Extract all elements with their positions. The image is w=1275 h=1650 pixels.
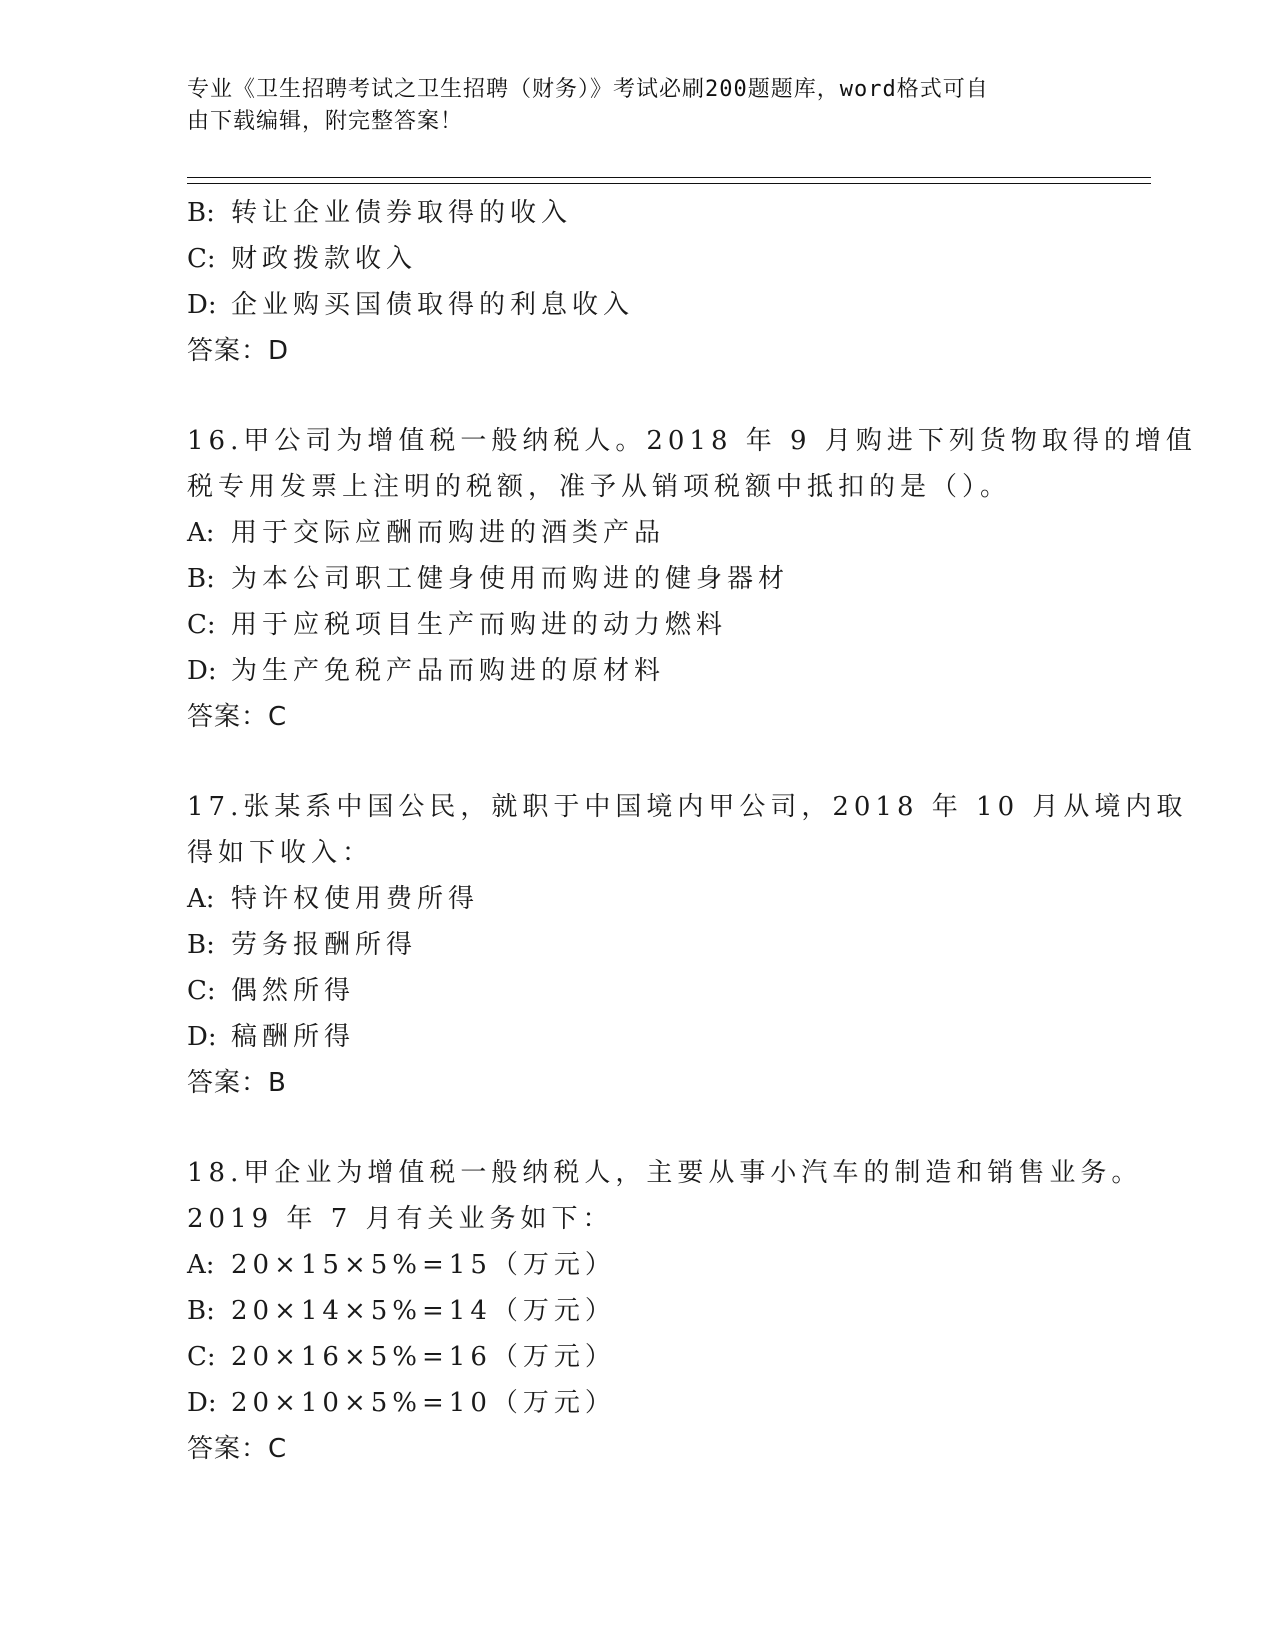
option-d bbox=[187, 282, 1087, 328]
option-key: A: bbox=[187, 1250, 215, 1280]
answer-line: 答案：D bbox=[187, 336, 290, 366]
option-key: B: bbox=[187, 930, 215, 960]
option-a bbox=[187, 1242, 1087, 1288]
option-key: D: bbox=[187, 1022, 217, 1052]
option-d bbox=[187, 1014, 1087, 1060]
option-text: 劳务报酬所得 bbox=[231, 930, 418, 960]
header-line-2: 由下载编辑，附完整答案！ bbox=[187, 109, 464, 134]
option-c bbox=[187, 602, 1087, 648]
option-key: A: bbox=[187, 884, 215, 914]
option-key: B: bbox=[187, 564, 215, 594]
option-a bbox=[187, 876, 1087, 922]
option-text: 转让企业债券取得的收入 bbox=[231, 198, 573, 228]
option-text: 用于应税项目生产而购进的动力燃料 bbox=[231, 610, 728, 640]
spacer bbox=[187, 1106, 1087, 1150]
question-stem-line: 税专用发票上注明的税额，准予从销项税额中抵扣的是（）。 bbox=[187, 472, 1012, 502]
option-text: 稿酬所得 bbox=[231, 1022, 356, 1052]
option-d bbox=[187, 648, 1087, 694]
option-key: B: bbox=[187, 198, 215, 228]
option-key: C: bbox=[187, 1342, 216, 1372]
option-key: D: bbox=[187, 656, 217, 686]
option-text: 20×15×5%=15（万元） bbox=[231, 1250, 616, 1280]
question-block-prev bbox=[187, 190, 1087, 374]
question-stem-line: 16.甲公司为增值税一般纳税人。2018 年 9 月购进下列货物取得的增值 bbox=[187, 426, 1197, 456]
option-text: 为生产免税产品而购进的原材料 bbox=[231, 656, 666, 686]
option-b bbox=[187, 190, 1087, 236]
option-key: A: bbox=[187, 518, 215, 548]
question-list bbox=[187, 190, 1197, 1472]
question-block-17 bbox=[187, 784, 1188, 1106]
option-text: 企业购买国债取得的利息收入 bbox=[231, 290, 635, 320]
option-c bbox=[187, 236, 1087, 282]
option-c bbox=[187, 1334, 1087, 1380]
option-b bbox=[187, 922, 1087, 968]
question-block-18 bbox=[187, 1150, 1143, 1472]
question-block-16 bbox=[187, 418, 1197, 740]
option-text: 特许权使用费所得 bbox=[231, 884, 480, 914]
option-c bbox=[187, 968, 1087, 1014]
option-text: 用于交际应酬而购进的酒类产品 bbox=[231, 518, 666, 548]
header-divider-top bbox=[187, 177, 1151, 178]
question-stem-line: 18.甲企业为增值税一般纳税人，主要从事小汽车的制造和销售业务。 bbox=[187, 1158, 1143, 1188]
option-key: D: bbox=[187, 1388, 217, 1418]
option-b bbox=[187, 556, 1087, 602]
option-text: 20×10×5%=10（万元） bbox=[231, 1388, 616, 1418]
page-header bbox=[187, 74, 1077, 138]
option-text: 20×16×5%=16（万元） bbox=[231, 1342, 616, 1372]
answer-line: 答案：C bbox=[187, 702, 288, 732]
spacer bbox=[187, 740, 1087, 784]
option-key: C: bbox=[187, 244, 216, 274]
option-key: B: bbox=[187, 1296, 215, 1326]
option-key: C: bbox=[187, 610, 216, 640]
option-d bbox=[187, 1380, 1087, 1426]
answer-line: 答案：C bbox=[187, 1434, 288, 1464]
spacer bbox=[187, 374, 1087, 418]
question-stem-line: 2019 年 7 月有关业务如下： bbox=[187, 1204, 614, 1234]
option-text: 偶然所得 bbox=[231, 976, 356, 1006]
option-text: 财政拨款收入 bbox=[231, 244, 418, 274]
option-a bbox=[187, 510, 1087, 556]
option-b bbox=[187, 1288, 1087, 1334]
option-key: D: bbox=[187, 290, 217, 320]
header-divider-bottom bbox=[187, 183, 1151, 184]
question-stem-line: 17.张某系中国公民，就职于中国境内甲公司，2018 年 10 月从境内取 bbox=[187, 792, 1188, 822]
answer-line: 答案：B bbox=[187, 1068, 287, 1098]
option-text: 20×14×5%=14（万元） bbox=[231, 1296, 616, 1326]
option-text: 为本公司职工健身使用而购进的健身器材 bbox=[231, 564, 790, 594]
question-stem-line: 得如下收入： bbox=[187, 838, 374, 868]
option-key: C: bbox=[187, 976, 216, 1006]
header-line-1: 专业《卫生招聘考试之卫生招聘（财务）》考试必刷200题题库，word格式可自 bbox=[187, 77, 989, 102]
